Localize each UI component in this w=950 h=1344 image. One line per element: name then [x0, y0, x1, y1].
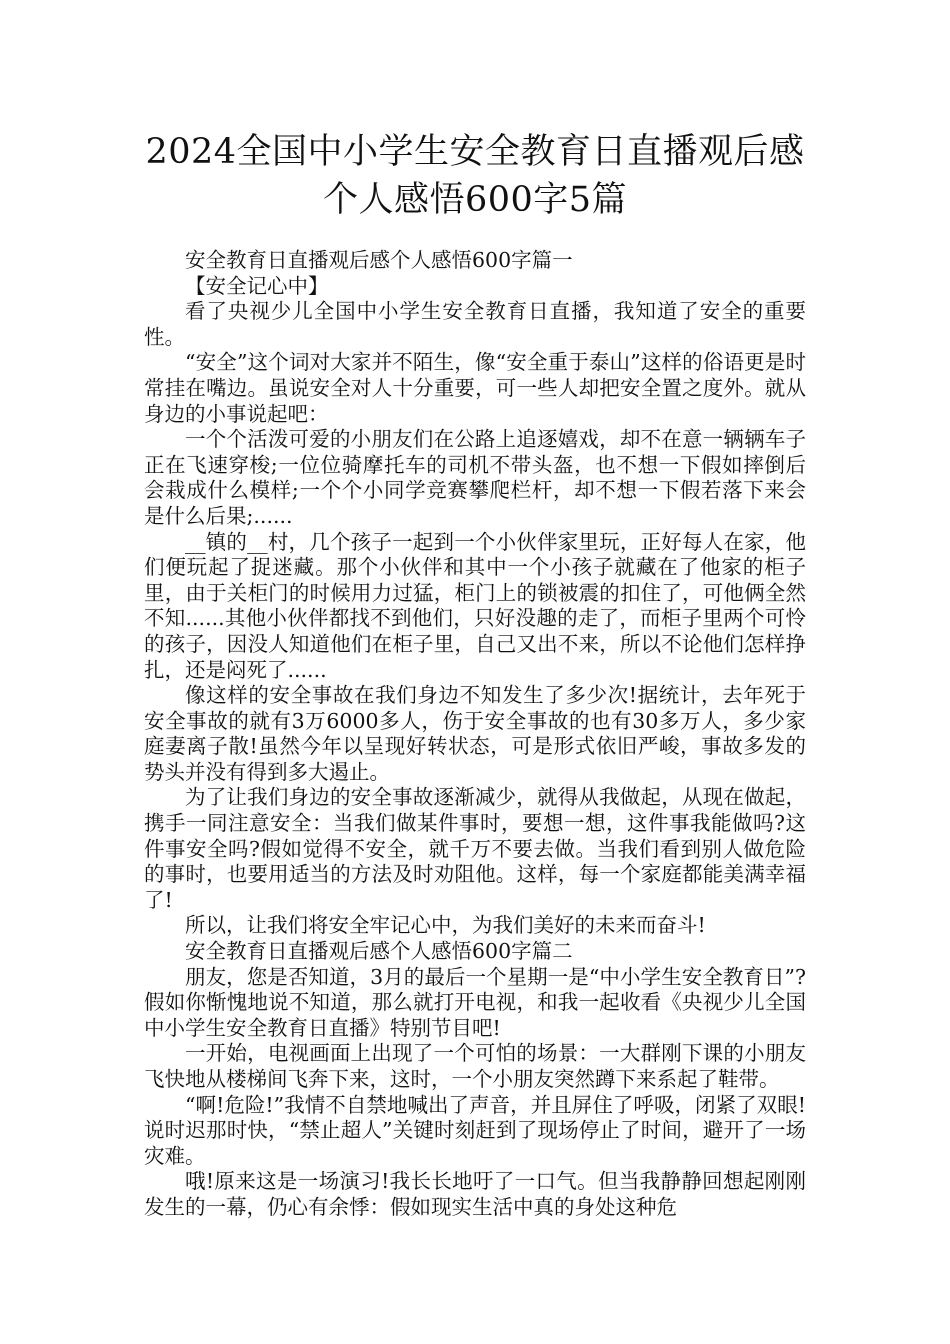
- subheading: 【安全记心中】: [185, 273, 329, 298]
- paragraph: “安全”这个词对大家并不陌生，像“安全重于泰山”这样的俗语更是时常挂在嘴边。虽说安全对人十分重要，可一些人却把安全置之度外。就从身边的小事说起吧：: [144, 350, 806, 426]
- title-line-2: 个人感悟600字5篇: [322, 180, 628, 220]
- paragraph: 哦!原来这是一场演习!我长长地吁了一口气。但当我静静回想起刚刚发生的一幕，仍心有余悸：假如现实生活中真的身处这种危: [144, 1169, 806, 1219]
- title-line-1: 2024全国中小学生安全教育日直播观后感: [145, 132, 805, 172]
- paragraph: 朋友，您是否知道，3月的最后一个星期一是“中小学生安全教育日”?假如你惭愧地说不知道，那么就打开电视，和我一起收看《央视少儿全国中小学生安全教育日直播》特别节目吧!: [144, 964, 806, 1040]
- section-heading: 安全教育日直播观后感个人感悟600字篇一: [185, 248, 573, 272]
- document-body: [144, 248, 806, 1221]
- paragraph: 一开始，电视画面上出现了一个可怕的场景：一大群刚下课的小朋友飞快地从楼梯间飞奔下来，这时，一个小朋友突然蹲下来系起了鞋带。: [144, 1041, 806, 1091]
- paragraph: 为了让我们身边的安全事故逐渐减少，就得从我做起，从现在做起，携手一同注意安全：当我们做某件事时，要想一想，这件事我能做吗?这件事安全吗?假如觉得不安全，就千万不要去做。当我们看到别人做危险的事时，也要用适当的方法及时劝阻他。这样，每一个家庭都能美满幸福了!: [144, 785, 806, 912]
- paragraph: __镇的__村，几个孩子一起到一个小伙伴家里玩，正好每人在家，他们便玩起了捉迷藏。那个小伙伴和其中一个小孩子就藏在了他家的柜子里，由于关柜门的时候用力过猛，柜门上的锁被震的扣住了，可他俩全然不知......其他小伙伴都找不到他们，只好没趣的走了，而柜子里两个可怜的孩子，因没人知道他们在柜子里，自己又出不来，所以不论他们怎样挣扎，还是闷死了......: [144, 529, 806, 682]
- document-title: [90, 128, 860, 224]
- paragraph: “啊!危险!”我情不自禁地喊出了声音，并且屏住了呼吸，闭紧了双眼!说时迟那时快，“禁止超人”关键时刻赶到了现场停止了时间，避开了一场灾难。: [144, 1092, 806, 1168]
- paragraph: 像这样的安全事故在我们身边不知发生了多少次!据统计，去年死于安全事故的就有3万6000多人，伤于安全事故的也有30多万人，多少家庭妻离子散!虽然今年以呈现好转状态，可是形式依旧严峻，事故多发的势头并没有得到多大遏止。: [144, 683, 806, 784]
- section-heading: 安全教育日直播观后感个人感悟600字篇二: [185, 939, 573, 964]
- paragraph: 所以，让我们将安全牢记心中，为我们美好的未来而奋斗!: [185, 913, 706, 938]
- paragraph: 看了央视少儿全国中小学生安全教育日直播，我知道了安全的重要性。: [144, 299, 806, 349]
- paragraph: 一个个活泼可爱的小朋友们在公路上追逐嬉戏，却不在意一辆辆车子正在飞速穿梭;一位位骑摩托车的司机不带头盔，也不想一下假如摔倒后会栽成什么模样;一个个小同学竞赛攀爬栏杆，却不想一下假若落下来会是什么后果;......: [144, 427, 806, 528]
